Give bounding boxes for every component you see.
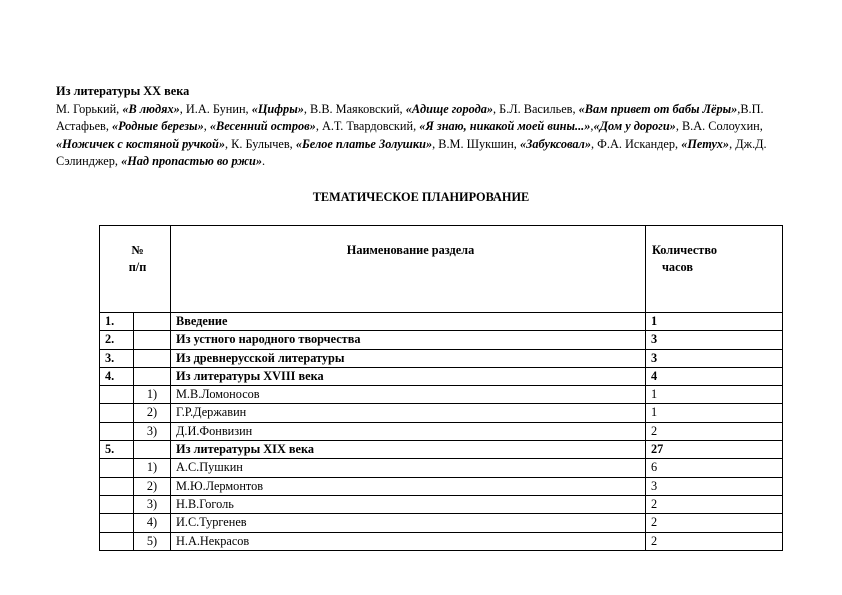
intro-text-segment: М. Горький, [56, 101, 123, 116]
row-subnumber: 2) [134, 477, 171, 495]
work-title: «Весенний остров» [209, 119, 316, 134]
table-row [100, 404, 783, 422]
table-row [100, 459, 783, 477]
work-title-wrapper [112, 119, 204, 133]
row-subnumber: 1) [134, 386, 171, 404]
intro-text [56, 101, 786, 171]
section-title: ТЕМАТИЧЕСКОЕ ПЛАНИРОВАНИЕ [312, 190, 530, 204]
work-title-wrapper [406, 102, 493, 116]
work-title-wrapper [593, 119, 675, 133]
row-section-name: Из древнерусской литературы [171, 349, 646, 367]
row-subnumber: 5) [134, 532, 171, 550]
row-section-name: Из устного народного творчества [171, 331, 646, 349]
table-row [100, 495, 783, 513]
table-row [100, 331, 783, 349]
work-title-wrapper [579, 102, 738, 116]
work-title: «Ножичек с костяной ручкой» [56, 136, 225, 151]
intro-text-segment: . [262, 154, 266, 169]
row-hours: 4 [646, 367, 783, 385]
row-hours: 6 [646, 459, 783, 477]
row-number [100, 532, 134, 550]
work-title: «Родные березы» [112, 119, 204, 134]
row-section-name: Из литературы XVIII века [171, 367, 646, 385]
row-number: 3. [100, 349, 134, 367]
row-number [100, 477, 134, 495]
intro-text-segment: , Дж.Д. Сэлинджер, [56, 136, 767, 169]
row-hours: 1 [646, 386, 783, 404]
row-hours: 2 [646, 495, 783, 513]
header-number [100, 226, 171, 313]
work-title: «Дом у дороги» [593, 119, 676, 134]
header-hours [646, 226, 783, 313]
row-section-name: М.Ю.Лермонтов [171, 477, 646, 495]
row-section-name: И.С.Тургенев [171, 514, 646, 532]
row-hours: 2 [646, 514, 783, 532]
intro-text-segment: , К. Булычев, [224, 136, 296, 151]
work-title-wrapper [252, 102, 304, 116]
row-hours: 1 [646, 404, 783, 422]
work-title: «Вам привет от бабы Лёры» [578, 101, 738, 116]
row-hours: 2 [646, 532, 783, 550]
row-section-name: Введение [171, 313, 646, 331]
row-subnumber: 4) [134, 514, 171, 532]
work-title-wrapper [419, 119, 590, 133]
table-row [100, 477, 783, 495]
table-row [100, 313, 783, 331]
row-subnumber [134, 349, 171, 367]
row-subnumber [134, 313, 171, 331]
header-number-symbol: № [131, 243, 144, 257]
intro-text-segment: , И.А. Бунин, [179, 101, 252, 116]
work-title: «Адище города» [405, 101, 493, 116]
row-number [100, 459, 134, 477]
row-hours: 2 [646, 422, 783, 440]
intro-heading: Из литературы XX века [56, 84, 190, 98]
header-section-name: Наименование раздела [171, 226, 646, 313]
row-hours: 3 [646, 349, 783, 367]
work-title-wrapper [681, 137, 729, 151]
work-title: «В людях» [122, 101, 180, 116]
table-row [100, 514, 783, 532]
work-title-wrapper [121, 154, 262, 168]
row-number [100, 495, 134, 513]
table-body [100, 313, 783, 551]
intro-text-segment: , Ф.А. Искандер, [591, 136, 682, 151]
intro-text-segment: , А.Т. Твардовский, [315, 119, 420, 134]
row-number: 2. [100, 331, 134, 349]
intro-text-segment: , В.В. Маяковский, [303, 101, 406, 116]
work-title-wrapper [296, 137, 432, 151]
header-hours-line1: Количество [652, 243, 718, 257]
row-number [100, 404, 134, 422]
intro-text-segment: , Б.Л. Васильев, [493, 101, 579, 116]
table-row [100, 422, 783, 440]
row-subnumber: 1) [134, 459, 171, 477]
row-hours: 1 [646, 313, 783, 331]
row-subnumber [134, 367, 171, 385]
work-title-wrapper [56, 137, 225, 151]
row-section-name: Д.И.Фонвизин [171, 422, 646, 440]
header-hours-line2: часов [662, 260, 694, 274]
row-subnumber: 3) [134, 422, 171, 440]
row-number [100, 514, 134, 532]
row-number: 1. [100, 313, 134, 331]
work-title: «Петух» [681, 136, 730, 151]
work-title: «Я знаю, никакой моей вины...» [419, 119, 591, 134]
intro-block [56, 83, 786, 171]
work-title: «Белое платье Золушки» [295, 136, 433, 151]
intro-text-segment: , В.А. Солоухин, [675, 119, 763, 134]
intro-text-segment: ,В.П. Астафьев, [56, 101, 764, 134]
intro-text-segment: , [203, 119, 210, 134]
row-hours: 27 [646, 441, 783, 459]
work-title-wrapper [210, 119, 316, 133]
work-title: «Забуксовал» [519, 136, 592, 151]
table-row [100, 386, 783, 404]
work-title-wrapper [122, 102, 179, 116]
table-header-row [100, 226, 783, 313]
row-section-name: А.С.Пушкин [171, 459, 646, 477]
thematic-plan-table [99, 225, 783, 551]
row-hours: 3 [646, 477, 783, 495]
row-section-name: Из литературы XIX века [171, 441, 646, 459]
work-title-wrapper [520, 137, 591, 151]
row-subnumber [134, 441, 171, 459]
row-section-name: Г.Р.Державин [171, 404, 646, 422]
table-row [100, 532, 783, 550]
table-row [100, 367, 783, 385]
row-subnumber: 2) [134, 404, 171, 422]
row-section-name: М.В.Ломоносов [171, 386, 646, 404]
row-number: 4. [100, 367, 134, 385]
work-title: «Над пропастью во ржи» [121, 154, 263, 169]
header-number-label: п/п [128, 260, 147, 274]
row-number [100, 386, 134, 404]
row-number: 5. [100, 441, 134, 459]
row-subnumber: 3) [134, 495, 171, 513]
row-section-name: Н.А.Некрасов [171, 532, 646, 550]
row-subnumber [134, 331, 171, 349]
row-hours: 3 [646, 331, 783, 349]
work-title: «Цифры» [251, 101, 304, 116]
row-number [100, 422, 134, 440]
row-section-name: Н.В.Гоголь [171, 495, 646, 513]
table-row [100, 441, 783, 459]
intro-text-segment: , [590, 119, 594, 134]
table-row [100, 349, 783, 367]
intro-text-segment: , В.М. Шукшин, [432, 136, 520, 151]
